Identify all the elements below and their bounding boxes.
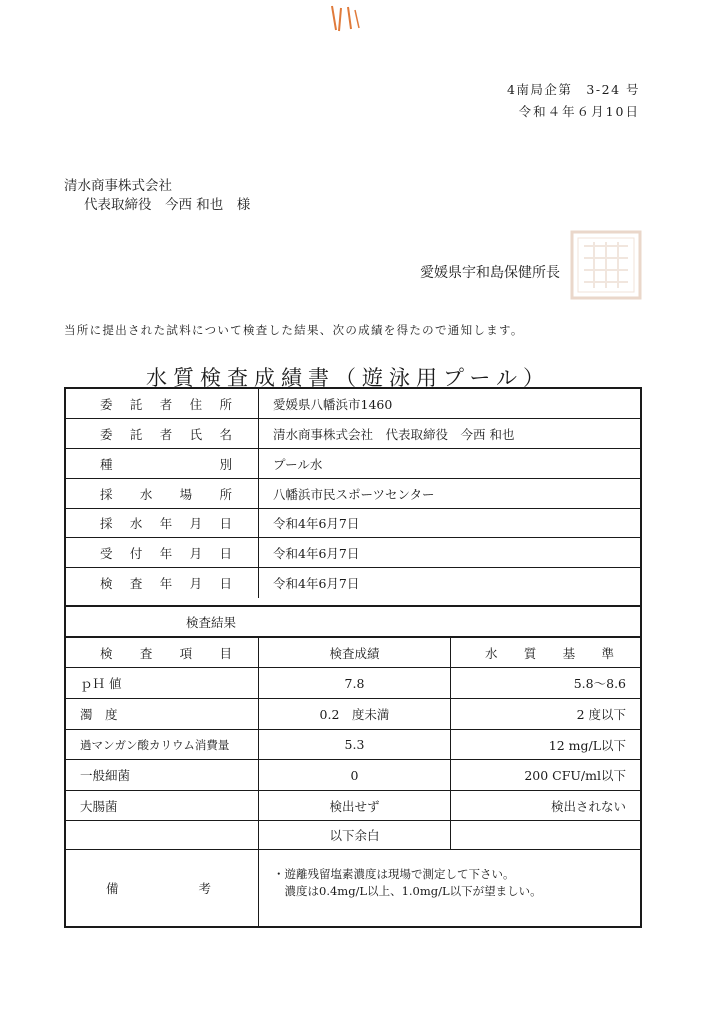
info-row: [66, 389, 640, 418]
recipient-person: 代表取締役 今西 和也 様: [84, 197, 251, 213]
remarks-line: 濃度は0.4mg/L以上、1.0mg/L以下が望ましい。: [273, 884, 542, 898]
issuer-name: 愛媛県宇和島保健所長: [420, 265, 560, 281]
empty-cell: [450, 821, 640, 849]
info-row: [66, 448, 640, 478]
info-label: 検 査 年 月 日: [100, 576, 232, 591]
column-header-row: [66, 636, 640, 667]
results-header: 検査結果: [186, 614, 237, 630]
empty-cell: [66, 821, 258, 849]
result-value: 7.8: [258, 668, 450, 698]
blank-note-row: [66, 820, 640, 849]
result-standard: 12 mg/L以下: [450, 730, 640, 759]
info-label: 受 付 年 月 日: [100, 545, 232, 561]
column-header-item: 検 査 項 目: [100, 645, 232, 661]
result-row: [66, 729, 640, 759]
result-standard: 200 CFU/ml以下: [450, 760, 640, 790]
info-value: 令和4年6月7日: [258, 538, 640, 567]
column-header-result: 検査成績: [258, 638, 450, 667]
info-value: 愛媛県八幡浜市1460: [258, 389, 640, 418]
info-value: 令和4年6月7日: [258, 509, 640, 537]
remarks-text: [258, 850, 640, 926]
result-standard: 検出されない: [450, 791, 640, 820]
info-value: プール水: [258, 449, 640, 478]
result-row: [66, 698, 640, 729]
remarks-line: ・遊離残留塩素濃度は現場で測定して下さい。: [273, 867, 515, 881]
info-value: 令和4年6月7日: [258, 568, 640, 598]
info-row: [66, 478, 640, 508]
recipient-company: 清水商事株式会社: [64, 178, 172, 194]
result-value: 0: [258, 760, 450, 790]
info-label: 採 水 場 所: [100, 486, 232, 502]
intro-text: 当所に提出された試料について検査した結果、次の成績を得たので通知します。: [64, 323, 524, 337]
info-row: [66, 567, 640, 605]
result-value: 検出せず: [258, 791, 450, 820]
info-row: [66, 508, 640, 537]
result-item: 大腸菌: [80, 798, 118, 814]
result-value: 0.2 度未満: [258, 699, 450, 729]
info-row: [66, 418, 640, 448]
result-standard: 5.8～8.6: [450, 668, 640, 698]
result-value: 5.3: [258, 730, 450, 759]
document-number: 4南局企第 3-24 号: [506, 82, 640, 97]
results-header-row: [66, 605, 640, 636]
info-value: 八幡浜市民スポーツセンター: [258, 479, 640, 508]
result-row: [66, 759, 640, 790]
official-seal-stamp: [570, 230, 642, 300]
column-header-standard: 水 質 基 準: [450, 638, 640, 667]
blank-note: 以下余白: [258, 821, 450, 849]
info-label: 委 託 者 氏 名: [100, 426, 232, 442]
info-label: 種 別: [100, 456, 232, 472]
remarks-label: 備考: [106, 881, 292, 896]
document-date: 令和４年６月10日: [518, 104, 640, 119]
info-label: 採 水 年 月 日: [100, 516, 232, 531]
remarks-row: [66, 849, 640, 926]
result-standard: 2 度以下: [450, 699, 640, 729]
result-item: 一般細菌: [80, 768, 131, 783]
info-row: [66, 537, 640, 567]
info-label: 委 託 者 住 所: [100, 396, 232, 412]
result-item: ｐＨ 値: [80, 676, 122, 691]
result-row: [66, 667, 640, 698]
result-row: [66, 790, 640, 820]
document-title: 水質検査成績書（遊泳用プール）: [146, 366, 550, 390]
orange-stamp-mark: [326, 4, 362, 34]
inspection-table: [64, 387, 642, 928]
info-value: 清水商事株式会社 代表取締役 今西 和也: [258, 419, 640, 448]
result-item: 濁 度: [80, 707, 118, 722]
result-item: 過マンガン酸カリウム消費量: [80, 737, 230, 752]
